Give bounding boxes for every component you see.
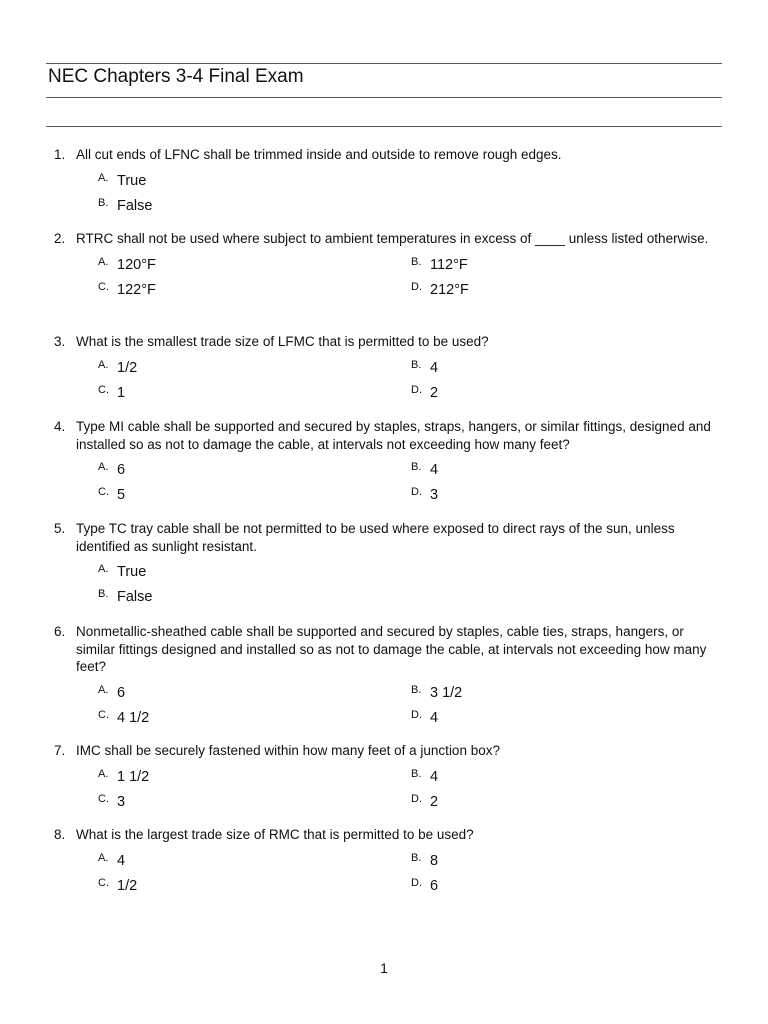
answer-options	[98, 683, 724, 733]
option-text: 4	[430, 462, 439, 478]
answer-option[interactable]	[411, 683, 462, 703]
question-4	[54, 418, 724, 510]
option-text: 122°F	[117, 281, 156, 298]
question-7	[54, 742, 724, 817]
option-letter: C.	[98, 383, 109, 396]
answer-option[interactable]	[411, 485, 438, 505]
question-number: 3.	[54, 334, 66, 349]
option-text: 1/2	[117, 359, 138, 376]
answer-option[interactable]	[98, 196, 152, 216]
answer-option[interactable]	[98, 171, 146, 191]
option-text: 8	[430, 852, 439, 869]
option-text: 2	[430, 384, 439, 401]
question-header	[54, 742, 724, 760]
answer-option[interactable]	[411, 358, 438, 378]
question-header	[54, 146, 724, 164]
option-text: 4	[430, 709, 439, 726]
answer-option[interactable]	[411, 876, 438, 896]
answer-option[interactable]	[411, 767, 438, 787]
answer-options	[98, 767, 724, 817]
answer-option[interactable]	[98, 792, 125, 812]
option-text: 6	[117, 684, 126, 701]
option-text: 4	[117, 852, 126, 869]
option-letter: A.	[98, 767, 109, 780]
answer-option[interactable]	[98, 358, 137, 378]
answer-option[interactable]	[98, 485, 125, 505]
question-text: Type MI cable shall be supported and secured by staples, straps, hangers, or similar fittings, designed and installed so as not to damage the cable, at intervals not exceeding how many feet?	[76, 419, 711, 452]
question-2	[54, 230, 724, 305]
question-text: What is the largest trade size of RMC that is permitted to be used?	[76, 827, 474, 842]
option-text: 1	[117, 384, 126, 401]
option-text: 1 1/2	[117, 768, 150, 785]
option-letter: D.	[411, 708, 422, 721]
option-text: 120°F	[117, 256, 156, 273]
answer-option[interactable]	[98, 876, 137, 896]
header-rule-top	[46, 63, 722, 64]
question-header	[54, 520, 724, 555]
answer-option[interactable]	[411, 460, 438, 480]
answer-option[interactable]	[411, 708, 438, 728]
question-number: 4.	[54, 419, 66, 434]
header-rule-bottom	[46, 126, 722, 127]
option-letter: D.	[411, 486, 422, 498]
option-letter: D.	[411, 383, 422, 396]
answer-options	[98, 460, 724, 510]
answer-option[interactable]	[98, 683, 125, 703]
option-text: 3	[430, 487, 439, 503]
question-6	[54, 623, 724, 733]
option-text: False	[117, 589, 153, 605]
question-8	[54, 826, 724, 901]
option-letter: B.	[411, 767, 422, 780]
answer-option[interactable]	[98, 587, 152, 607]
question-text: All cut ends of LFNC shall be trimmed inside and outside to remove rough edges.	[76, 147, 562, 162]
option-text: 3 1/2	[430, 684, 463, 701]
answer-option[interactable]	[411, 792, 438, 812]
question-number: 2.	[54, 231, 66, 246]
option-letter: A.	[98, 358, 109, 371]
option-text: False	[117, 197, 153, 214]
answer-option[interactable]	[98, 767, 149, 787]
option-letter: C.	[98, 486, 109, 498]
option-text: 4	[430, 768, 439, 785]
answer-option[interactable]	[98, 255, 156, 275]
question-header	[54, 623, 724, 676]
option-letter: C.	[98, 792, 109, 805]
question-text: IMC shall be securely fastened within how many feet of a junction box?	[76, 743, 500, 758]
answer-option[interactable]	[98, 562, 146, 582]
question-3	[54, 333, 724, 408]
option-text: True	[117, 172, 147, 189]
answer-option[interactable]	[411, 255, 468, 275]
answer-option[interactable]	[98, 851, 125, 871]
page-number: 1	[380, 960, 388, 976]
option-letter: D.	[411, 876, 422, 889]
option-text: 5	[117, 487, 126, 503]
question-header	[54, 333, 724, 351]
header-rule-middle	[46, 97, 722, 98]
question-5	[54, 520, 724, 612]
option-text: 6	[117, 462, 126, 478]
question-header	[54, 230, 724, 248]
question-text: RTRC shall not be used where subject to ambient temperatures in excess of ____ unless listed otherwise.	[76, 231, 709, 246]
option-text: 1/2	[117, 877, 138, 894]
option-letter: A.	[98, 255, 109, 268]
answer-option[interactable]	[411, 383, 438, 403]
answer-option[interactable]	[98, 383, 125, 403]
option-letter: C.	[98, 708, 109, 721]
option-letter: B.	[411, 851, 422, 864]
option-text: 212°F	[430, 281, 469, 298]
option-letter: D.	[411, 280, 422, 293]
option-text: 4	[430, 359, 439, 376]
option-text: 112°F	[430, 256, 468, 273]
answer-option[interactable]	[98, 460, 125, 480]
question-text: What is the smallest trade size of LFMC that is permitted to be used?	[76, 334, 489, 349]
answer-options	[98, 255, 724, 305]
question-header	[54, 418, 724, 453]
question-number: 6.	[54, 624, 66, 639]
question-text: Nonmetallic-sheathed cable shall be supported and secured by staples, cable ties, straps, hangers, or similar fittings designed and installed so as not to damage the cable, at intervals not exceeding how many feet?	[76, 624, 707, 674]
question-number: 8.	[54, 827, 66, 842]
option-text: 3	[117, 793, 126, 810]
option-letter: B.	[411, 358, 422, 371]
option-letter: A.	[98, 683, 109, 696]
answer-option[interactable]	[98, 708, 149, 728]
answer-option[interactable]	[411, 851, 438, 871]
option-text: True	[117, 564, 147, 580]
option-letter: B.	[411, 683, 422, 696]
question-number: 1.	[54, 147, 66, 162]
option-text: 6	[430, 877, 439, 894]
option-text: 4 1/2	[117, 709, 150, 726]
option-letter: C.	[98, 876, 109, 889]
option-letter: A.	[98, 171, 109, 184]
question-text: Type TC tray cable shall be not permitted to be used where exposed to direct rays of the sun, unless identified as sunlight resistant.	[76, 521, 675, 554]
option-letter: B.	[98, 588, 109, 600]
option-letter: B.	[411, 461, 422, 473]
question-header	[54, 826, 724, 844]
option-letter: C.	[98, 280, 109, 293]
answer-options	[98, 358, 724, 408]
answer-options	[98, 851, 724, 901]
page-title: NEC Chapters 3-4 Final Exam	[48, 66, 304, 87]
option-letter: B.	[98, 196, 109, 209]
option-letter: A.	[98, 563, 109, 575]
question-1	[54, 146, 724, 221]
answer-options	[98, 171, 724, 221]
answer-option[interactable]	[411, 280, 469, 300]
option-letter: A.	[98, 461, 109, 473]
question-number: 5.	[54, 521, 66, 536]
answer-option[interactable]	[98, 280, 156, 300]
option-letter: A.	[98, 851, 109, 864]
option-letter: D.	[411, 792, 422, 805]
question-number: 7.	[54, 743, 66, 758]
option-text: 2	[430, 793, 439, 810]
answer-options	[98, 562, 724, 612]
option-letter: B.	[411, 255, 422, 268]
